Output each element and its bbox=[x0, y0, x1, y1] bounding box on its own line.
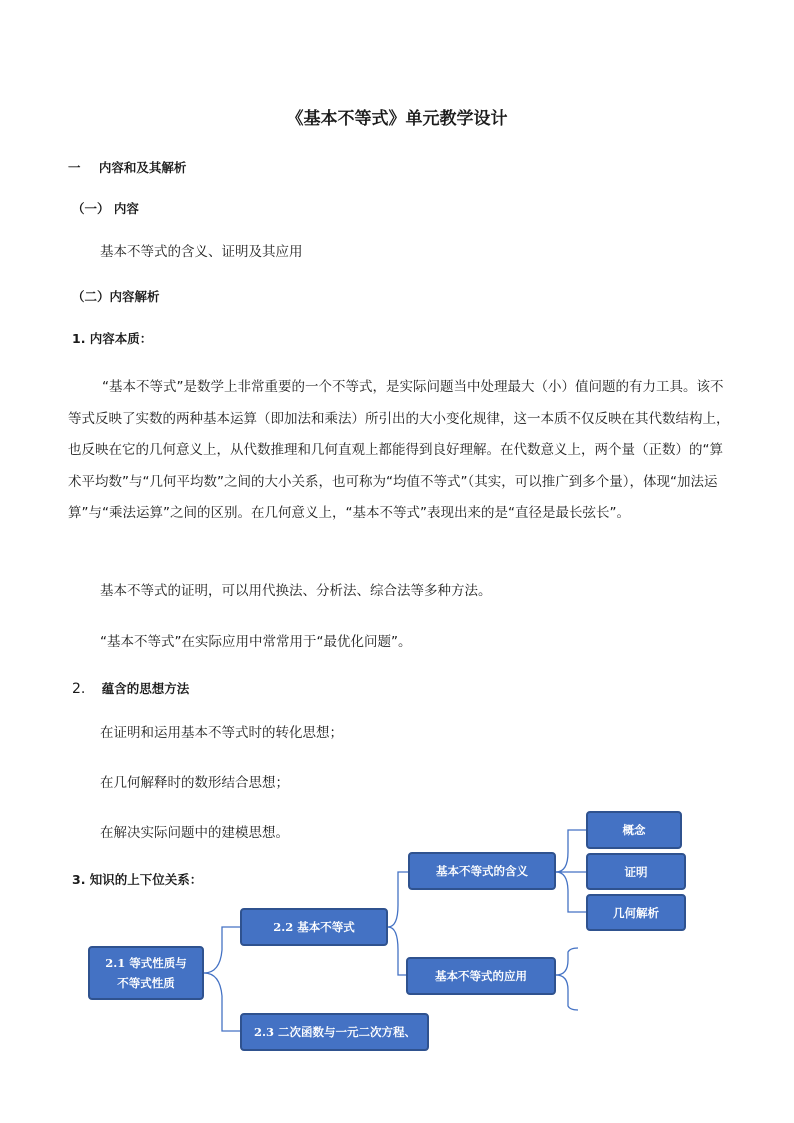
section-title: 内容和及其解析 bbox=[98, 160, 187, 175]
essence-paragraph: “基本不等式”是数学上非常重要的一个不等式，是实际问题当中处理最大（小）值问题的有力工具。该不等式反映了实数的两种基本运算（即加法和乘法）所引出的大小变化规律，这一本质不仅反映在其代数结构上，也反映在它的几何意义上，从代数推理和几何直观上都能得到良好理解。在代数意义上，两个量（正数）的“算术平均数”与“几何平均数”之间的大小关系，也可称为“均值不等式”（其实，可以推广到多个量），体现“加法运算”与“乘法运算”之间的区别。在几何意义上，“基本不等式”表现出来的是“直径是最长弦长”。 bbox=[68, 379, 730, 521]
content-body: 基本不等式的含义、证明及其应用 bbox=[100, 244, 303, 260]
subsection-heading-analysis: （二）内容解析 bbox=[72, 289, 160, 304]
diagram-node-proof bbox=[586, 853, 686, 890]
item-title: 蕴含的思想方法 bbox=[101, 681, 190, 696]
section-number: 一 bbox=[68, 160, 81, 175]
diagram-node-quadratic bbox=[240, 1013, 429, 1051]
diagram-node-concept bbox=[586, 811, 682, 849]
diagram-root-node bbox=[88, 946, 204, 1000]
page-title: 《基本不等式》单元教学设计 bbox=[286, 109, 508, 129]
item-number: 2. bbox=[72, 681, 86, 697]
node-label: 证明 bbox=[624, 864, 648, 879]
proof-methods-paragraph: 基本不等式的证明，可以用代换法、分析法、综合法等多种方法。 bbox=[100, 583, 492, 599]
node-label: 2.2 基本不等式 bbox=[273, 920, 355, 934]
node-label: 2.3 二次函数与一元二次方程、 bbox=[254, 1025, 417, 1039]
diagram-node-geometric bbox=[586, 894, 686, 931]
node-label: 几何解析 bbox=[613, 905, 659, 920]
diagram-node-application bbox=[406, 957, 556, 995]
method-line: 在解决实际问题中的建模思想。 bbox=[100, 825, 289, 841]
diagram-node-basic-inequality bbox=[240, 908, 388, 946]
node-label: 基本不等式的应用 bbox=[435, 969, 527, 983]
node-label: 基本不等式的含义 bbox=[436, 864, 528, 878]
node-label: 概念 bbox=[622, 823, 646, 837]
method-line: 在几何解释时的数形结合思想； bbox=[100, 775, 289, 791]
item-heading-essence: 1. 内容本质： bbox=[72, 331, 153, 346]
diagram-node-meaning bbox=[408, 852, 556, 890]
item-heading-hierarchy: 3. 知识的上下位关系： bbox=[72, 872, 203, 887]
root-node-label: 2.1 等式性质与 不等式性质 bbox=[105, 956, 187, 990]
subsection-heading-content: （一） 内容 bbox=[72, 201, 139, 216]
method-line: 在证明和运用基本不等式时的转化思想； bbox=[100, 725, 343, 741]
application-paragraph: “基本不等式”在实际应用中常常用于“最优化问题”。 bbox=[100, 634, 412, 650]
